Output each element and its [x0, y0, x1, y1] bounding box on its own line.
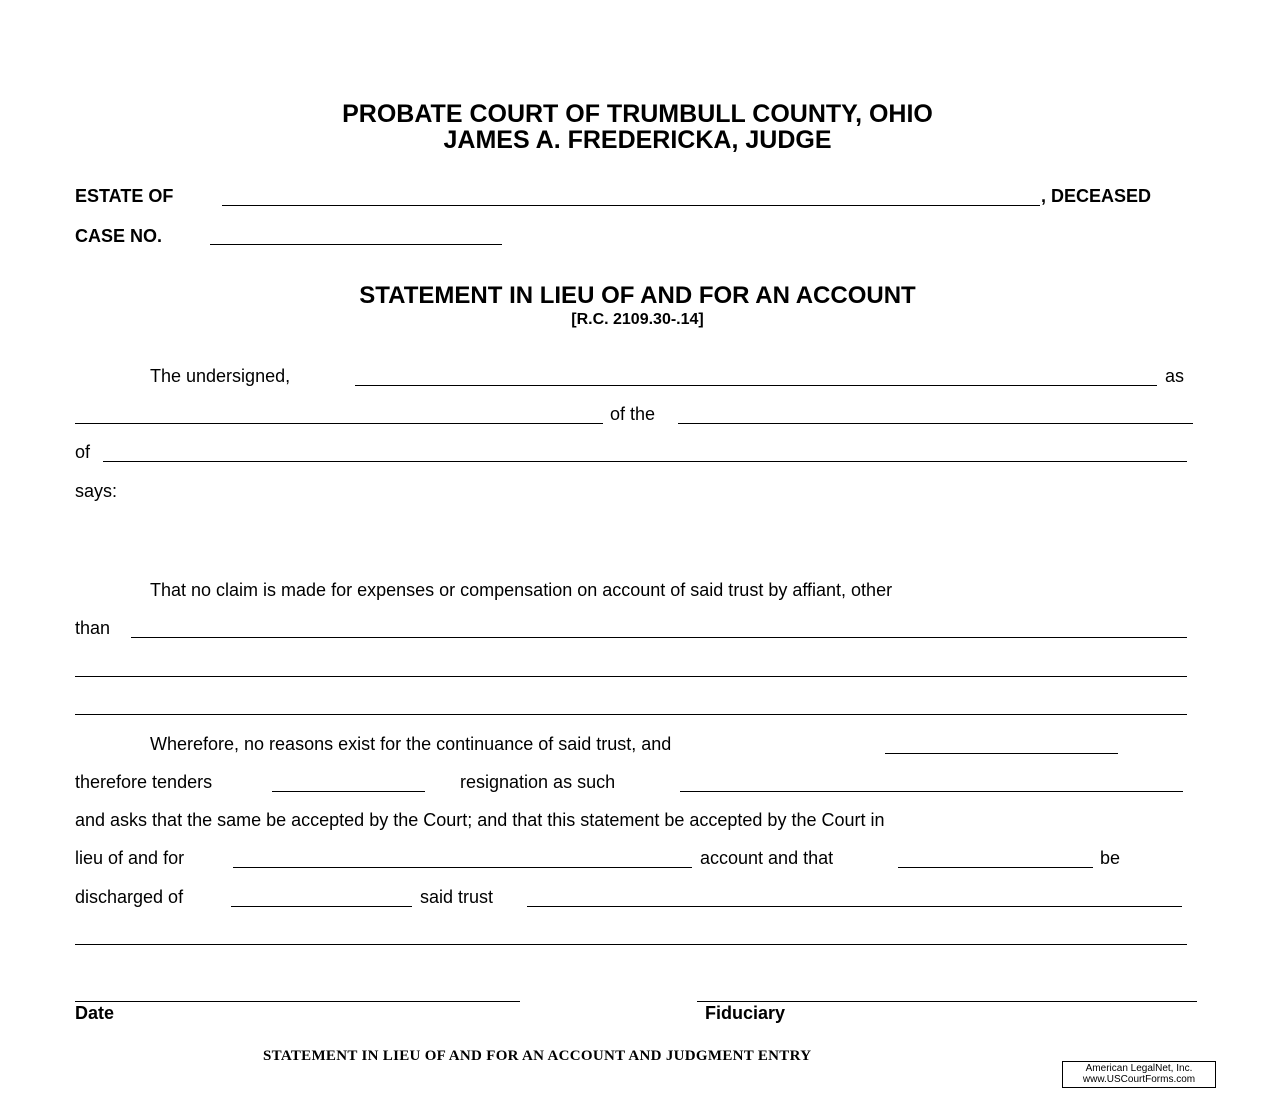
of-text: of — [75, 442, 91, 462]
resignation-text: resignation as such — [460, 772, 616, 792]
case-no-field[interactable] — [210, 244, 502, 245]
estate-name-field[interactable] — [222, 205, 1040, 206]
additional-field[interactable] — [75, 944, 1187, 945]
footer-title: STATEMENT IN LIEU OF AND FOR AN ACCOUNT AND JUDGMENT ENTRY — [263, 1048, 812, 1064]
of-the-text: of the — [610, 404, 656, 424]
discharged-text: discharged of — [75, 887, 184, 907]
wherefore-field[interactable] — [885, 753, 1118, 754]
publisher-logo — [1062, 1061, 1216, 1088]
lieu-text: lieu of and for — [75, 848, 185, 868]
than-field[interactable] — [131, 637, 1187, 638]
court-name: PROBATE COURT OF TRUMBULL COUNTY, OHIO — [342, 100, 933, 128]
says-text: says: — [75, 481, 118, 501]
therefore-tenders-text: therefore tenders — [75, 772, 213, 792]
wherefore-text: Wherefore, no reasons exist for the continuance of said trust, and — [150, 734, 672, 754]
estate-label: ESTATE OF — [75, 186, 174, 206]
resignation-field[interactable] — [680, 791, 1183, 792]
be-text: be — [1100, 848, 1121, 868]
tenders-field[interactable] — [272, 791, 425, 792]
logo-line-1: American LegalNet, Inc. — [1085, 1063, 1193, 1074]
fiduciary-signature-field[interactable] — [697, 1001, 1197, 1002]
account-that-text: account and that — [700, 848, 834, 868]
lieu-field[interactable] — [233, 867, 692, 868]
than-field-line-2[interactable] — [75, 676, 1187, 677]
undersigned-name-field[interactable] — [355, 385, 1157, 386]
capacity-field[interactable] — [75, 423, 603, 424]
logo-line-2: www.USCourtForms.com — [1082, 1074, 1196, 1085]
deceased-label: , DECEASED — [1041, 186, 1152, 206]
fiduciary-label: Fiduciary — [705, 1003, 786, 1023]
trust-field[interactable] — [678, 423, 1193, 424]
discharge-party-field[interactable] — [898, 867, 1093, 868]
case-no-label: CASE NO. — [75, 226, 163, 246]
of-field[interactable] — [103, 461, 1187, 462]
statute-reference: [R.C. 2109.30-.14] — [571, 311, 704, 328]
than-field-line-3[interactable] — [75, 714, 1187, 715]
discharged-field[interactable] — [231, 906, 412, 907]
judge-name: JAMES A. FREDERICKA, JUDGE — [443, 126, 832, 154]
as-text: as — [1165, 366, 1185, 386]
than-text: than — [75, 618, 111, 638]
date-label: Date — [75, 1003, 115, 1023]
date-field[interactable] — [75, 1001, 520, 1002]
form-title: STATEMENT IN LIEU OF AND FOR AN ACCOUNT — [359, 282, 916, 309]
undersigned-text: The undersigned, — [150, 366, 291, 386]
asks-text: and asks that the same be accepted by the Court; and that this statement be accepted by the Court in — [75, 810, 885, 830]
claim-text: That no claim is made for expenses or compensation on account of said trust by affiant, other — [150, 580, 893, 600]
said-trust-field[interactable] — [527, 906, 1182, 907]
said-trust-text: said trust — [420, 887, 494, 907]
